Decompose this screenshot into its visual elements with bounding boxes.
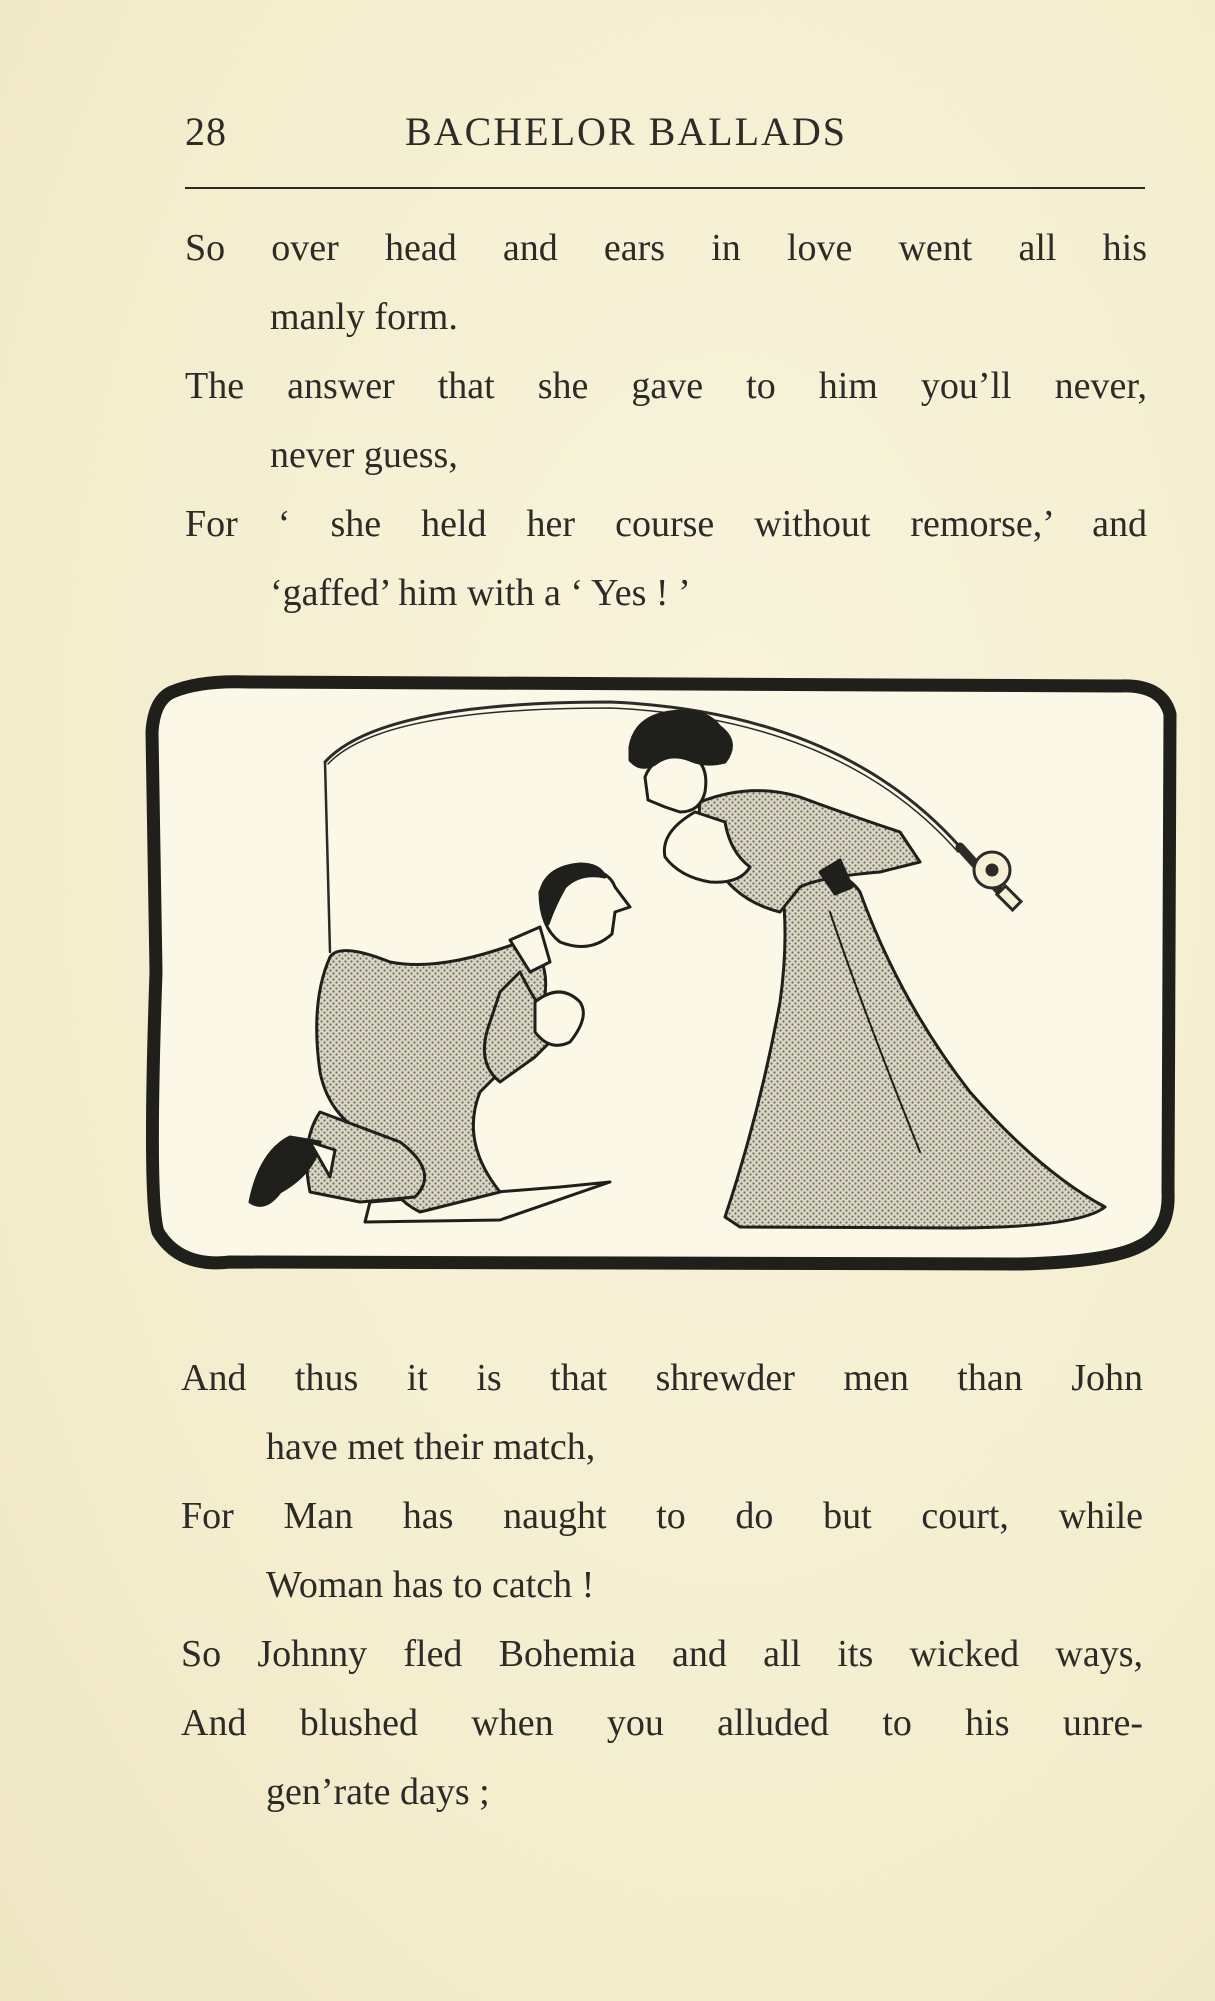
verse-top [185, 214, 1147, 628]
running-title: BACHELOR BALLADS [405, 109, 848, 154]
verse-line: For ‘ she held her course without remorse,’ and [185, 503, 1147, 545]
page-header [185, 108, 1145, 168]
verse-line: For Man has naught to do but court, while [181, 1495, 1143, 1537]
verse-line: So Johnny fled Bohemia and all its wicked ways, [181, 1633, 1143, 1675]
page-number: 28 [185, 109, 227, 154]
verse-line: So over head and ears in love went all his [185, 227, 1147, 269]
verse-line: And thus it is that shrewder men than John [181, 1357, 1143, 1399]
verse-line: The answer that she gave to him you’ll never, [185, 365, 1147, 407]
verse-line: Woman has to catch ! [266, 1564, 595, 1606]
verse-line: have met their match, [266, 1426, 596, 1468]
header-rule [185, 187, 1145, 189]
verse-line: ‘gaffed’ him with a ‘ Yes ! ’ [270, 572, 691, 614]
verse-bottom [181, 1344, 1143, 1827]
verse-line: manly form. [270, 296, 458, 338]
verse-line: And blushed when you alluded to his unre- [181, 1702, 1143, 1744]
illustration [140, 672, 1185, 1292]
verse-line: never guess, [270, 434, 458, 476]
verse-line: gen’rate days ; [266, 1771, 490, 1813]
